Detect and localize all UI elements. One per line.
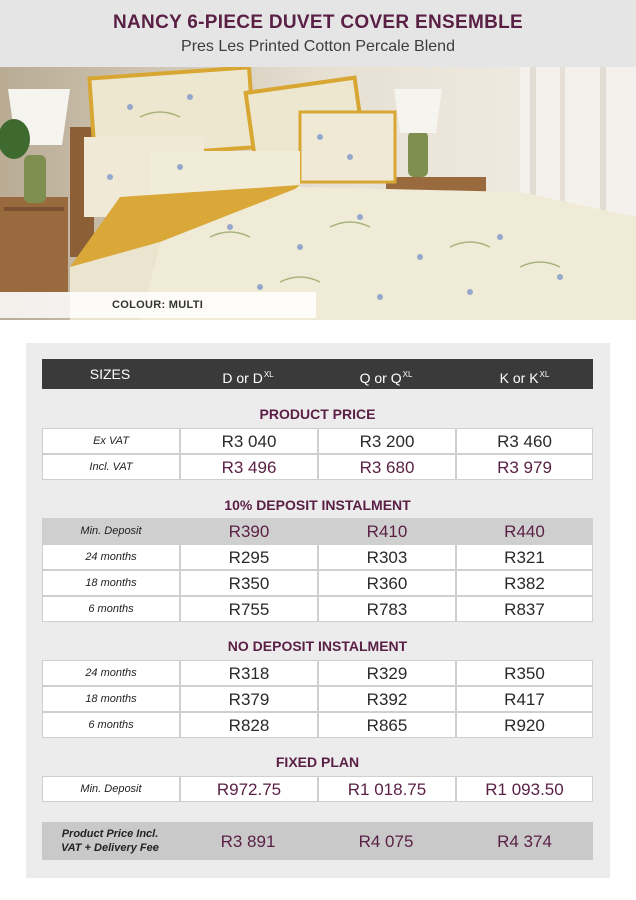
price-cell: R3 680 — [318, 454, 456, 480]
king-size-header: K or $K^{XL}$ — [499, 370, 550, 386]
table-row — [42, 776, 593, 802]
price-cell: R3 200 — [318, 428, 456, 454]
row-label: 18 months — [42, 686, 180, 712]
total-price-cell: R4 374 — [497, 832, 552, 851]
page-title: NANCY 6-PIECE DUVET COVER ENSEMBLE — [113, 12, 523, 33]
table-row — [42, 660, 593, 686]
product-photo — [0, 67, 636, 320]
price-cell: R3 040 — [180, 428, 318, 454]
double-size-header: D or $D^{XL}$ — [222, 370, 274, 386]
page-subtitle: Pres Les Printed Cotton Percale Blend — [181, 38, 455, 55]
price-cell: R360 — [318, 570, 456, 596]
deposit-instalment-title: 10% DEPOSIT INSTALMENT — [224, 497, 411, 513]
price-cell: R865 — [318, 712, 456, 738]
row-label: 6 months — [42, 712, 180, 738]
sizes-header: SIZES — [89, 366, 131, 382]
total-price-label: Product Price Incl. VAT + Delivery Fee — [61, 828, 159, 854]
price-cell: R755 — [180, 596, 318, 622]
price-cell: R1 093.50 — [456, 776, 593, 802]
row-label: Ex VAT — [42, 428, 180, 454]
price-cell: R828 — [180, 712, 318, 738]
table-row — [42, 686, 593, 712]
size-header-row — [42, 359, 593, 389]
no-deposit-instalment-title: NO DEPOSIT INSTALMENT — [227, 638, 408, 654]
price-cell: R392 — [318, 686, 456, 712]
table-row — [42, 454, 593, 480]
price-cell: R3 496 — [180, 454, 318, 480]
table-row — [42, 544, 593, 570]
table-row — [42, 596, 593, 622]
row-label: 18 months — [42, 570, 180, 596]
price-cell: R329 — [318, 660, 456, 686]
price-cell: R379 — [180, 686, 318, 712]
table-row — [42, 428, 593, 454]
colour-label: COLOUR: MULTI — [112, 299, 204, 311]
price-cell: R440 — [456, 518, 593, 544]
price-cell: R3 460 — [456, 428, 593, 454]
row-label: 24 months — [42, 660, 180, 686]
total-price-row — [42, 822, 593, 860]
table-row — [42, 518, 593, 544]
price-cell: R417 — [456, 686, 593, 712]
price-cell: R303 — [318, 544, 456, 570]
total-price-cell: R3 891 — [220, 832, 276, 851]
bedroom-illustration — [0, 67, 636, 320]
row-label: Min. Deposit — [42, 776, 180, 802]
fixed-plan-title: FIXED PLAN — [275, 754, 360, 770]
table-row — [42, 712, 593, 738]
price-cell: R318 — [180, 660, 318, 686]
price-cell: R382 — [456, 570, 593, 596]
page-header — [0, 0, 636, 67]
colour-label-bar — [0, 292, 316, 318]
price-cell: R410 — [318, 518, 456, 544]
price-cell: R783 — [318, 596, 456, 622]
price-cell: R390 — [180, 518, 318, 544]
table-row — [42, 570, 593, 596]
price-cell: R321 — [456, 544, 593, 570]
queen-size-header: Q or $Q^{XL}$ — [359, 370, 413, 386]
price-cell: R350 — [180, 570, 318, 596]
price-cell: R920 — [456, 712, 593, 738]
price-cell: R1 018.75 — [318, 776, 456, 802]
price-cell: R3 979 — [456, 454, 593, 480]
row-label: 24 months — [42, 544, 180, 570]
row-label: Min. Deposit — [42, 518, 180, 544]
price-cell: R972.75 — [180, 776, 318, 802]
total-price-cell: R4 075 — [358, 832, 414, 851]
price-cell: R837 — [456, 596, 593, 622]
product-price-title: PRODUCT PRICE — [259, 406, 376, 422]
price-cell: R295 — [180, 544, 318, 570]
row-label: 6 months — [42, 596, 180, 622]
price-cell: R350 — [456, 660, 593, 686]
row-label: Incl. VAT — [42, 454, 180, 480]
